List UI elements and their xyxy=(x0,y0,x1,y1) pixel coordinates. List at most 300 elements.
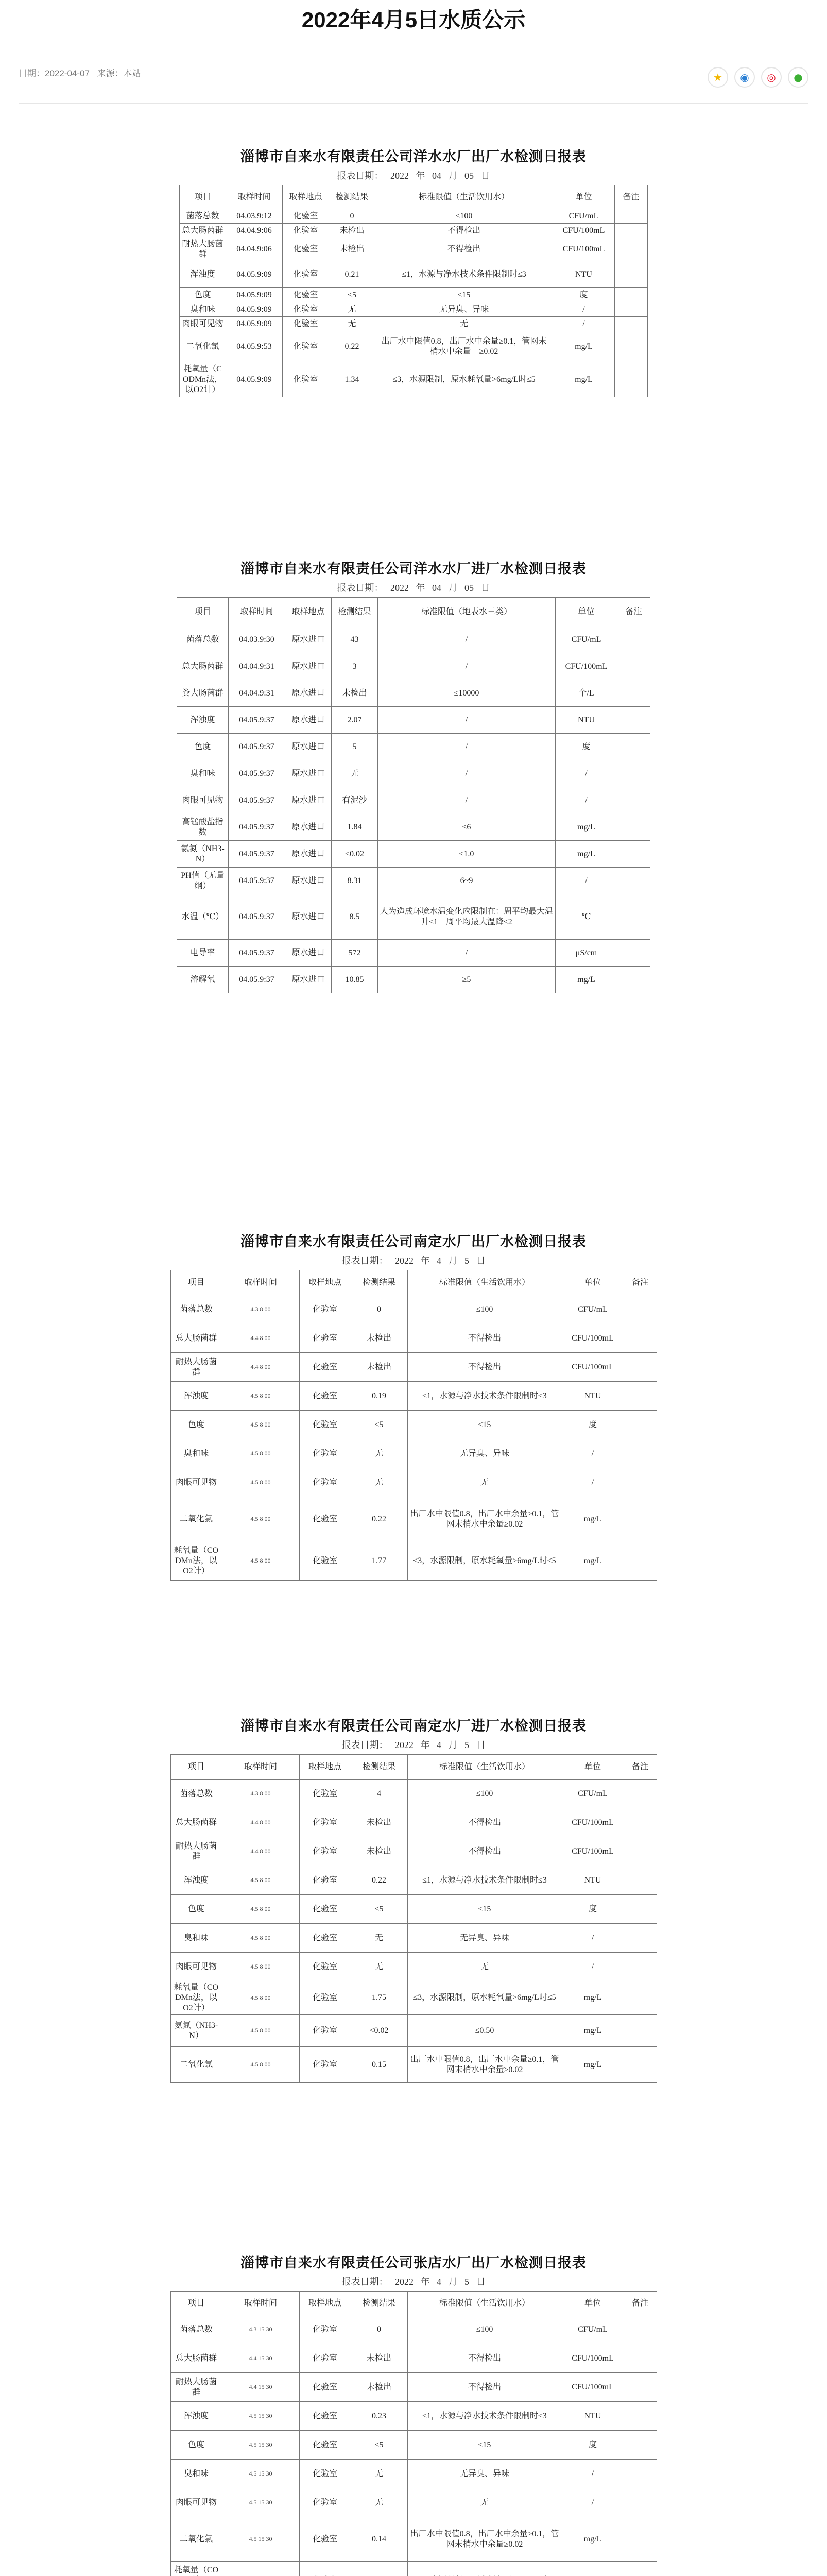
table-cell: 化验室 xyxy=(299,1866,351,1895)
table-cell: ≤100 xyxy=(407,1295,562,1324)
table-cell: 无 xyxy=(351,2460,407,2488)
table-cell: / xyxy=(378,707,556,734)
table-cell: / xyxy=(378,940,556,967)
table-cell: / xyxy=(562,2460,624,2488)
table-cell: CFU/100mL xyxy=(562,2373,624,2402)
table-cell: 04.05.9:37 xyxy=(229,894,285,940)
table-row xyxy=(170,1953,657,1981)
table-cell: 耗氧量（CODMn法，以O2计） xyxy=(170,1981,222,2015)
table-cell: 无 xyxy=(375,317,553,331)
table-cell: 耗氧量（CODMn法，以O2计） xyxy=(180,362,226,397)
table-cell: 无异臭、异味 xyxy=(375,302,553,317)
table-cell: <5 xyxy=(329,288,375,302)
table-cell: 度 xyxy=(562,1411,624,1439)
table-cell: ≤15 xyxy=(407,1895,562,1924)
table-cell: 化验室 xyxy=(283,209,329,224)
column-header: 检测结果 xyxy=(351,2292,407,2315)
table-cell xyxy=(624,1439,657,1468)
table-cell: ≤3，水源限制，原水耗氧量>6mg/L时≤5 xyxy=(375,362,553,397)
report-table xyxy=(170,1754,657,2083)
publish-date: 日期：2022-04-07 xyxy=(19,69,90,78)
table-cell xyxy=(615,224,648,238)
table-cell: 无 xyxy=(407,1953,562,1981)
table-row xyxy=(177,626,650,653)
table-cell: 化验室 xyxy=(283,331,329,362)
table-cell: 浑浊度 xyxy=(180,261,226,288)
table-cell: 不得检出 xyxy=(407,1324,562,1353)
table-cell: 度 xyxy=(553,288,615,302)
table-cell: / xyxy=(562,1924,624,1953)
table-cell: ≤6 xyxy=(378,814,556,841)
table-cell: 无异臭、异味 xyxy=(407,2460,562,2488)
table-cell: ≤1，水源与净水技术条件限制时≤3 xyxy=(407,2402,562,2431)
table-cell xyxy=(617,967,650,993)
table-cell: 无 xyxy=(407,2488,562,2517)
table-cell: 化验室 xyxy=(283,238,329,261)
table-cell: 4.5 8 00 xyxy=(222,1541,299,1581)
qq-icon[interactable]: ◉ xyxy=(734,67,755,88)
table-row xyxy=(180,209,648,224)
table-cell: NTU xyxy=(562,1382,624,1411)
table-cell: CFU/100mL xyxy=(562,2344,624,2373)
table-cell xyxy=(624,2517,657,2562)
table-cell: 化验室 xyxy=(299,2488,351,2517)
column-header: 项目 xyxy=(170,1270,222,1295)
report-zhangdian-outlet-1 xyxy=(0,2251,827,2576)
table-cell: 未检出 xyxy=(351,2344,407,2373)
table-cell: 臭和味 xyxy=(177,760,229,787)
column-header: 备注 xyxy=(615,185,648,209)
table-row xyxy=(170,1837,657,1866)
table-cell: mg/L xyxy=(562,2015,624,2047)
column-header: 标准限值（生活饮用水） xyxy=(407,2292,562,2315)
table-cell xyxy=(624,1924,657,1953)
table-cell xyxy=(624,2015,657,2047)
table-cell: 臭和味 xyxy=(170,1924,222,1953)
table-cell: mg/L xyxy=(562,1497,624,1541)
column-header: 取样地点 xyxy=(299,1755,351,1780)
table-cell: <5 xyxy=(351,1895,407,1924)
table-cell: 肉眼可见物 xyxy=(180,317,226,331)
table-cell: CFU/100mL xyxy=(556,653,617,680)
table-cell: 不得检出 xyxy=(375,224,553,238)
table-row xyxy=(177,967,650,993)
table-cell: 1.75 xyxy=(351,1981,407,2015)
table-cell: 肉眼可见物 xyxy=(177,787,229,814)
column-header: 项目 xyxy=(170,2292,222,2315)
table-cell: 色度 xyxy=(170,1895,222,1924)
table-cell: 0 xyxy=(329,209,375,224)
table-cell xyxy=(624,1953,657,1981)
table-cell: 浑浊度 xyxy=(177,707,229,734)
table-cell xyxy=(617,841,650,868)
table-cell xyxy=(624,2431,657,2460)
table-cell: 不得检出 xyxy=(407,1808,562,1837)
table-cell: 无 xyxy=(407,1468,562,1497)
table-cell xyxy=(615,331,648,362)
table-row xyxy=(177,707,650,734)
table-cell: 不得检出 xyxy=(407,2344,562,2373)
table-cell: 菌落总数 xyxy=(170,2315,222,2344)
table-cell: 无异臭、异味 xyxy=(407,1439,562,1468)
table-cell: 4.5 8 00 xyxy=(222,1953,299,1981)
report-title: 淄博市自来水有限责任公司洋水水厂进厂水检测日报表 xyxy=(240,561,587,577)
table-cell: CFU/mL xyxy=(553,209,615,224)
table-cell xyxy=(617,894,650,940)
table-row xyxy=(170,1808,657,1837)
table-cell: 个/L xyxy=(556,680,617,707)
table-cell: 无 xyxy=(351,1953,407,1981)
table-cell: 原水进口 xyxy=(285,787,332,814)
table-row xyxy=(170,2517,657,2562)
table-cell: 原水进口 xyxy=(285,626,332,653)
table-cell: / xyxy=(562,1953,624,1981)
table-cell xyxy=(624,2562,657,2576)
report-yangshui-inlet xyxy=(0,557,827,993)
table-cell: 菌落总数 xyxy=(170,1295,222,1324)
column-header: 取样地点 xyxy=(283,185,329,209)
table-row xyxy=(177,680,650,707)
table-cell: 肉眼可见物 xyxy=(170,1468,222,1497)
table-cell: 未检出 xyxy=(351,2373,407,2402)
table-cell: 无 xyxy=(351,1439,407,1468)
table-cell: 4.4 8 00 xyxy=(222,1808,299,1837)
table-cell: 化验室 xyxy=(283,317,329,331)
table-cell: 色度 xyxy=(180,288,226,302)
table-cell: 总大肠菌群 xyxy=(180,224,226,238)
table-cell: 4.5 15 30 xyxy=(222,2431,299,2460)
table-cell xyxy=(624,2488,657,2517)
table-cell: 氨氮（NH3-N） xyxy=(177,841,229,868)
table-row xyxy=(180,288,648,302)
table-cell: CFU/100mL xyxy=(553,224,615,238)
table-row xyxy=(180,224,648,238)
table-row xyxy=(170,2344,657,2373)
column-header: 取样地点 xyxy=(299,2292,351,2315)
table-cell xyxy=(615,288,648,302)
table-cell: 4.3 15 30 xyxy=(222,2315,299,2344)
table-cell: 04.04.9:31 xyxy=(229,653,285,680)
table-cell: 度 xyxy=(562,1895,624,1924)
column-header: 单位 xyxy=(562,1755,624,1780)
table-cell xyxy=(615,362,648,397)
table-cell: 耐热大肠菌群 xyxy=(170,1837,222,1866)
table-cell: 4.4 8 00 xyxy=(222,1324,299,1353)
column-header: 标准限值（生活饮用水） xyxy=(407,1755,562,1780)
table-cell: 化验室 xyxy=(299,1808,351,1837)
table-cell: 原水进口 xyxy=(285,760,332,787)
table-cell: 二氧化氯 xyxy=(170,2517,222,2562)
wechat-icon[interactable]: ● xyxy=(788,67,808,88)
table-cell: 43 xyxy=(332,626,378,653)
table-row xyxy=(180,317,648,331)
table-cell: / xyxy=(556,760,617,787)
table-cell: ≤10000 xyxy=(378,680,556,707)
table-cell: 化验室 xyxy=(299,1924,351,1953)
table-cell: 4.5 8 00 xyxy=(222,1468,299,1497)
table-cell: 耐热大肠菌群 xyxy=(170,2373,222,2402)
table-row xyxy=(177,653,650,680)
table-cell: 肉眼可见物 xyxy=(170,1953,222,1981)
table-cell: 化验室 xyxy=(283,362,329,397)
table-cell: ≤3，水源限制，原水耗氧量>6mg/L时≤5 xyxy=(407,1541,562,1581)
table-cell: 原水进口 xyxy=(285,940,332,967)
table-cell: 不得检出 xyxy=(407,1837,562,1866)
column-header: 项目 xyxy=(177,598,229,626)
column-header: 备注 xyxy=(624,1270,657,1295)
table-cell: 化验室 xyxy=(299,2344,351,2373)
column-header: 取样地点 xyxy=(299,1270,351,1295)
table-cell: 无 xyxy=(329,302,375,317)
table-cell: 无 xyxy=(351,2488,407,2517)
table-cell: ≥5 xyxy=(378,967,556,993)
table-cell: 原水进口 xyxy=(285,653,332,680)
table-cell: NTU xyxy=(562,2402,624,2431)
table-cell: 二氧化氯 xyxy=(170,1497,222,1541)
table-cell: 人为造成环境水温变化应限制在：周平均最大温升≤1 周平均最大温降≤2 xyxy=(378,894,556,940)
table-row xyxy=(170,1981,657,2015)
table-cell: 化验室 xyxy=(299,1497,351,1541)
table-cell xyxy=(624,2373,657,2402)
table-cell: 0.15 xyxy=(351,2047,407,2083)
table-cell: 原水进口 xyxy=(285,894,332,940)
table-cell: ≤1，水源与净水技术条件限制时≤3 xyxy=(375,261,553,288)
table-cell xyxy=(624,1808,657,1837)
table-cell: 4 xyxy=(351,1780,407,1808)
table-cell: 不得检出 xyxy=(375,238,553,261)
table-cell: 臭和味 xyxy=(170,2460,222,2488)
table-cell: 化验室 xyxy=(299,2460,351,2488)
table-cell: ≤100 xyxy=(407,2315,562,2344)
table-cell: 0.21 xyxy=(329,261,375,288)
report-date: 报表日期： 2022 年 04 月 05 日 xyxy=(337,171,490,181)
table-cell: 溶解氧 xyxy=(177,967,229,993)
table-cell: 有泥沙 xyxy=(332,787,378,814)
table-row xyxy=(170,1497,657,1541)
table-cell: 度 xyxy=(562,2431,624,2460)
column-header: 备注 xyxy=(624,2292,657,2315)
table-cell xyxy=(562,2562,624,2576)
table-cell: 出厂水中限值0.8，出厂水中余量≥0.1，管网末梢水中余量 ≥0.02 xyxy=(375,331,553,362)
column-header: 取样时间 xyxy=(222,1755,299,1780)
column-header: 检测结果 xyxy=(351,1755,407,1780)
table-cell: 总大肠菌群 xyxy=(170,2344,222,2373)
table-row xyxy=(180,238,648,261)
table-cell: 臭和味 xyxy=(180,302,226,317)
table-cell: μS/cm xyxy=(556,940,617,967)
table-cell: 4.5 15 30 xyxy=(222,2402,299,2431)
table-cell xyxy=(617,940,650,967)
table-cell: 0 xyxy=(351,1295,407,1324)
table-cell: 耗氧量（CO xyxy=(170,2562,222,2576)
table-cell: 2.07 xyxy=(332,707,378,734)
table-row xyxy=(170,2402,657,2431)
share-bar xyxy=(708,67,808,88)
table-cell: ℃ xyxy=(556,894,617,940)
table-cell: 总大肠菌群 xyxy=(170,1808,222,1837)
table-cell: 菌落总数 xyxy=(170,1780,222,1808)
table-row xyxy=(170,1780,657,1808)
report-yangshui-outlet xyxy=(0,145,827,397)
table-cell: 8.5 xyxy=(332,894,378,940)
table-cell: 04.04.9:06 xyxy=(226,238,283,261)
report-date: 报表日期： 2022 年 4 月 5 日 xyxy=(341,2277,486,2287)
table-cell xyxy=(624,1866,657,1895)
table-cell: 无 xyxy=(351,1468,407,1497)
table-cell: 原水进口 xyxy=(285,814,332,841)
table-cell: 04.04.9:06 xyxy=(226,224,283,238)
table-cell xyxy=(624,1295,657,1324)
table-cell xyxy=(617,814,650,841)
table-cell: 化验室 xyxy=(299,2373,351,2402)
table-cell: 04.05.9:09 xyxy=(226,362,283,397)
table-cell xyxy=(615,317,648,331)
table-cell: 4.3 8 00 xyxy=(222,1295,299,1324)
table-cell: mg/L xyxy=(562,1981,624,2015)
table-cell: / xyxy=(562,1468,624,1497)
table-row xyxy=(177,841,650,868)
table-cell: CFU/100mL xyxy=(562,1353,624,1382)
table-cell: ≤1，水源与净水技术条件限制时≤3 xyxy=(407,1382,562,1411)
table-cell: 化验室 xyxy=(299,1541,351,1581)
column-header: 取样地点 xyxy=(285,598,332,626)
table-cell: mg/L xyxy=(556,841,617,868)
table-cell: 4.4 8 00 xyxy=(222,1837,299,1866)
report-table xyxy=(170,2291,657,2576)
table-cell: 04.05.9:37 xyxy=(229,814,285,841)
table-cell: 无 xyxy=(329,317,375,331)
table-row xyxy=(170,2488,657,2517)
table-cell: / xyxy=(378,653,556,680)
table-cell: 8.31 xyxy=(332,868,378,894)
table-row xyxy=(170,2460,657,2488)
table-cell: 化验室 xyxy=(283,224,329,238)
column-header: 取样时间 xyxy=(222,1270,299,1295)
table-cell: 10.85 xyxy=(332,967,378,993)
table-cell: 不得检出 xyxy=(407,1353,562,1382)
page-title: 2022年4月5日水质公示 xyxy=(301,8,526,32)
table-row xyxy=(177,814,650,841)
table-cell: / xyxy=(553,317,615,331)
table-cell: 原水进口 xyxy=(285,841,332,868)
column-header: 单位 xyxy=(553,185,615,209)
table-cell: 浑浊度 xyxy=(170,1382,222,1411)
table-header-row xyxy=(177,598,650,626)
table-cell: PH值（无量纲） xyxy=(177,868,229,894)
table-cell: mg/L xyxy=(562,1541,624,1581)
table-cell: 化验室 xyxy=(299,1411,351,1439)
table-cell xyxy=(624,2315,657,2344)
table-row xyxy=(170,1439,657,1468)
table-row xyxy=(170,2047,657,2083)
table-cell: 化验室 xyxy=(299,1295,351,1324)
table-cell: 总大肠菌群 xyxy=(170,1324,222,1353)
table-cell: mg/L xyxy=(553,362,615,397)
table-cell: 色度 xyxy=(170,1411,222,1439)
table-cell: 二氧化氯 xyxy=(170,2047,222,2083)
table-cell: 臭和味 xyxy=(170,1439,222,1468)
table-cell: 不得检出 xyxy=(407,2373,562,2402)
table-cell xyxy=(624,2344,657,2373)
report-nanding-inlet xyxy=(0,1715,827,2083)
table-cell: 出厂水中限值0.8，出厂水中余量≥0.1，管网末梢水中余量≥0.02 xyxy=(407,2517,562,2562)
table-row xyxy=(170,1324,657,1353)
table-cell: 总大肠菌群 xyxy=(177,653,229,680)
column-header: 项目 xyxy=(180,185,226,209)
table-cell: 4.5 8 00 xyxy=(222,2047,299,2083)
table-cell: 未检出 xyxy=(332,680,378,707)
table-cell xyxy=(222,2562,299,2576)
table-cell: <0.02 xyxy=(351,2015,407,2047)
table-cell: mg/L xyxy=(553,331,615,362)
table-cell: 高锰酸盐指数 xyxy=(177,814,229,841)
table-cell: 0.14 xyxy=(351,2517,407,2562)
table-cell xyxy=(615,209,648,224)
table-cell: 未检出 xyxy=(329,224,375,238)
report-title: 淄博市自来水有限责任公司南定水厂进厂水检测日报表 xyxy=(240,1718,587,1734)
table-cell: 原水进口 xyxy=(285,707,332,734)
table-cell: 04.05.9:37 xyxy=(229,940,285,967)
table-row xyxy=(177,894,650,940)
table-cell: 未检出 xyxy=(351,1837,407,1866)
table-cell xyxy=(624,1895,657,1924)
table-cell xyxy=(624,1324,657,1353)
weibo-icon[interactable]: ◎ xyxy=(761,67,782,88)
table-cell: 无 xyxy=(351,1924,407,1953)
table-cell xyxy=(615,302,648,317)
table-row xyxy=(177,760,650,787)
article-source: 来源：本站 xyxy=(97,69,141,78)
table-row xyxy=(170,2562,657,2576)
table-cell: 化验室 xyxy=(299,2402,351,2431)
table-cell: 0 xyxy=(351,2315,407,2344)
table-row xyxy=(170,2431,657,2460)
table-cell: 04.03.9:30 xyxy=(229,626,285,653)
column-header: 取样时间 xyxy=(222,2292,299,2315)
table-cell: 0.23 xyxy=(351,2402,407,2431)
table-row xyxy=(170,2373,657,2402)
table-cell: 菌落总数 xyxy=(180,209,226,224)
report-table xyxy=(177,597,650,993)
table-cell: 04.05.9:53 xyxy=(226,331,283,362)
table-cell: NTU xyxy=(553,261,615,288)
table-row xyxy=(170,1541,657,1581)
table-cell: 04.05.9:09 xyxy=(226,317,283,331)
qzone-star-icon[interactable]: ★ xyxy=(708,67,728,88)
table-cell xyxy=(617,787,650,814)
table-cell: 化验室 xyxy=(299,1382,351,1411)
table-cell: 耐热大肠菌群 xyxy=(170,1353,222,1382)
table-cell: 572 xyxy=(332,940,378,967)
table-cell: CFU/mL xyxy=(562,1780,624,1808)
table-cell: ≤1.0 xyxy=(378,841,556,868)
table-row xyxy=(170,1353,657,1382)
table-cell: 4.5 8 00 xyxy=(222,1895,299,1924)
table-cell: / xyxy=(378,787,556,814)
table-cell: 化验室 xyxy=(299,2431,351,2460)
table-cell: 化验室 xyxy=(283,302,329,317)
table-cell: 4.5 8 00 xyxy=(222,1411,299,1439)
table-cell: CFU/mL xyxy=(556,626,617,653)
report-table xyxy=(170,1270,657,1581)
table-cell: <5 xyxy=(351,2431,407,2460)
table-row xyxy=(170,1382,657,1411)
table-cell xyxy=(624,1780,657,1808)
table-cell: 04.05.9:37 xyxy=(229,760,285,787)
table-cell xyxy=(624,1353,657,1382)
table-row xyxy=(180,362,648,397)
table-cell: CFU/100mL xyxy=(562,1808,624,1837)
